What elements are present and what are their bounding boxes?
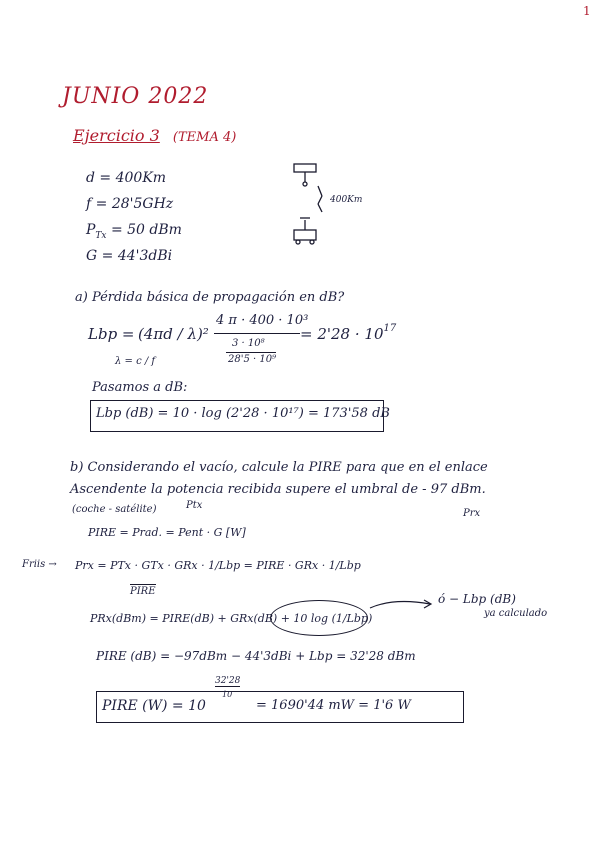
part-b-heading-2: Ascendente la potencia recibida supere el umbral de - 97 dBm. bbox=[70, 482, 486, 497]
satellite-diagram bbox=[288, 160, 368, 250]
formula-result-exp: 17 bbox=[383, 323, 397, 334]
formula-bar bbox=[214, 333, 300, 334]
friis-label: Friis → bbox=[22, 559, 57, 570]
exercise-name: Ejercicio 3 bbox=[73, 126, 160, 145]
pire-w-exp-bot: 10 bbox=[222, 690, 233, 699]
log-term-circle bbox=[270, 600, 368, 636]
pire-definition: PIRE = Prad. = Pent · G [W] bbox=[88, 526, 246, 539]
pire-w-exp-top: 32'28 bbox=[215, 676, 241, 686]
coche-note: (coche - satélite) bbox=[72, 504, 157, 515]
formula-num: 4 π · 400 · 10³ bbox=[216, 313, 309, 328]
pire-db-equation: PIRE (dB) = −97dBm − 44'3dBi + Lbp = 32'28 dBm bbox=[96, 649, 416, 663]
formula-left: (4πd / λ)² bbox=[138, 325, 209, 343]
formula-den-bot: 28'5 · 10⁹ bbox=[228, 354, 277, 365]
given-f: f = 28'5GHz bbox=[86, 196, 174, 212]
prx-note: Prx bbox=[463, 508, 481, 519]
note-calculated: ya calculado bbox=[484, 608, 548, 619]
formula-result-value: = 2'28 · 10 bbox=[300, 325, 384, 343]
friis-pire-under: PIRE bbox=[130, 586, 156, 597]
formula-den-top: 3 · 10⁸ bbox=[232, 338, 265, 349]
pire-w-label: PIRE (W) = 10 bbox=[102, 698, 206, 714]
lbp-label: Lbp = bbox=[88, 325, 135, 343]
satellite-icon bbox=[294, 164, 316, 172]
given-ptx-value: = 50 dBm bbox=[110, 222, 182, 238]
page-title: JUNIO 2022 bbox=[62, 84, 209, 109]
given-d: d = 400Km bbox=[86, 170, 167, 186]
part-a-heading: a) Pérdida básica de propagación en dB? bbox=[75, 290, 345, 305]
lbp-db-result: Lbp (dB) = 10 · log (2'28 · 10¹⁷) = 173'58 dB bbox=[96, 406, 390, 421]
pasamos-text: Pasamos a dB: bbox=[92, 380, 188, 395]
exercise-topic: (TEMA 4) bbox=[172, 130, 237, 145]
prx-db-equation: PRx(dBm) = PIRE(dB) + GRx(dB) + 10 log (1/Lbp) bbox=[90, 612, 373, 625]
given-g: G = 44'3dBi bbox=[86, 248, 173, 264]
formula-result bbox=[300, 325, 396, 343]
friis-equation: Prx = PTx · GTx · GRx · 1/Lbp = PIRE · GRx · 1/Lbp bbox=[75, 559, 361, 572]
car-icon bbox=[294, 230, 316, 240]
exercise-label bbox=[73, 126, 236, 145]
ptx-note: Ptx bbox=[186, 500, 203, 511]
part-b-heading-1: b) Considerando el vacío, calcule la PIRE para que en el enlace bbox=[70, 460, 488, 475]
diagram-distance: 400Km bbox=[330, 195, 363, 205]
lambda-def: λ = c / f bbox=[115, 356, 156, 367]
note-lbp: ó − Lbp (dB) bbox=[438, 592, 516, 606]
note-arrow bbox=[368, 596, 438, 616]
given-ptx-sub: Tx bbox=[95, 230, 107, 241]
formula-den-bar bbox=[226, 352, 276, 353]
given-ptx-symbol: P bbox=[86, 222, 96, 238]
given-ptx bbox=[86, 222, 182, 241]
page-number: 1 bbox=[583, 4, 591, 18]
pire-w-result: = 1690'44 mW = 1'6 W bbox=[256, 698, 411, 713]
